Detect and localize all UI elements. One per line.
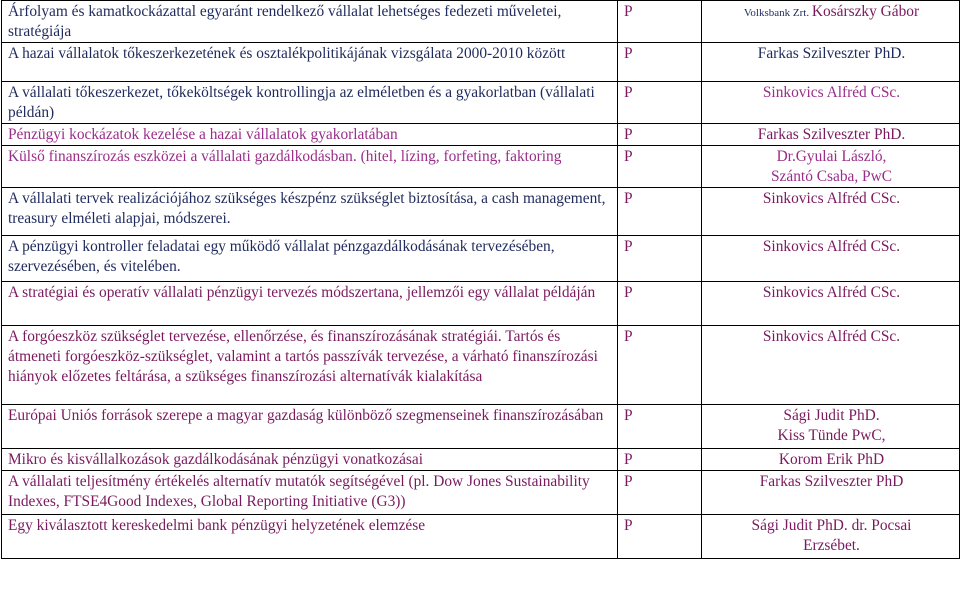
topic-supervisor: Farkas Szilveszter PhD (702, 471, 960, 515)
topic-type: P (618, 124, 702, 146)
supervisor-name: Dr.Gyulai László, (776, 148, 887, 165)
topic-type: P (618, 515, 702, 559)
supervisor-name: Kiss Tünde PwC, (777, 427, 886, 444)
topic-type: P (618, 43, 702, 82)
table-row (2, 146, 960, 188)
topic-title: A forgóeszköz szükséglet tervezése, ellenőrzése, és finanszírozásának stratégiái. Tartós és átmeneti forgóeszköz-szükséglet, valamint a tartós passzívák tervezése, a várható finanszírozási hiányok előzetes feltárása, a szükséges finanszírozási alternatívák kialakítása (2, 326, 618, 405)
topic-supervisor: Sinkovics Alfréd CSc. (702, 236, 960, 282)
topic-supervisor (702, 515, 960, 559)
topic-title: A stratégiai és operatív vállalati pénzügyi tervezés módszertana, jellemzői egy vállalat példáján (2, 282, 618, 326)
topic-type: P (618, 282, 702, 326)
topic-supervisor: Farkas Szilveszter PhD. (702, 43, 960, 82)
supervisor-name: Sági Judit PhD. (783, 407, 880, 424)
topic-supervisor (702, 146, 960, 188)
table-row (2, 82, 960, 124)
topic-title: Mikro és kisvállalkozások gazdálkodásának pénzügyi vonatkozásai (2, 449, 618, 471)
topic-supervisor: Farkas Szilveszter PhD. (702, 124, 960, 146)
supervisor-name: Szántó Csaba, PwC (771, 168, 892, 185)
topic-supervisor: Sinkovics Alfréd CSc. (702, 282, 960, 326)
table-row (2, 515, 960, 559)
topic-supervisor: Sinkovics Alfréd CSc. (702, 326, 960, 405)
topic-title: A vállalati tervek realizációjához szükséges készpénz szükséglet biztosítása, a cash management, treasury elméleti alapjai, módszerei. (2, 188, 618, 236)
table-row (2, 188, 960, 236)
topic-title: Egy kiválasztott kereskedelmi bank pénzügyi helyzetének elemzése (2, 515, 618, 559)
table-row (2, 326, 960, 405)
table-row (2, 282, 960, 326)
topic-title: A pénzügyi kontroller feladatai egy működő vállalat pénzgazdálkodásának tervezésében, szervezésében, és vitelében. (2, 236, 618, 282)
topic-type: P (618, 236, 702, 282)
table-row (2, 471, 960, 515)
table-row (2, 1, 960, 43)
supervisor-name: Kosárszky Gábor (811, 3, 920, 20)
topic-supervisor: Sinkovics Alfréd CSc. (702, 82, 960, 124)
table-row (2, 124, 960, 146)
topic-type: P (618, 1, 702, 43)
topic-supervisor (702, 1, 960, 43)
topic-title: Pénzügyi kockázatok kezelése a hazai vállalatok gyakorlatában (2, 124, 618, 146)
topic-title: A vállalati teljesítmény értékelés alternatív mutatók segítségével (pl. Dow Jones Sustainability Indexes, FTSE4Good Indexes, Global Reporting Initiative (G3)) (2, 471, 618, 515)
topic-title: A hazai vállalatok tőkeszerkezetének és osztalékpolitikájának vizsgálata 2000-2010 között (2, 43, 618, 82)
topic-type: P (618, 449, 702, 471)
supervisor-company: Volksbank Zrt. (743, 7, 812, 19)
topic-supervisor: Sinkovics Alfréd CSc. (702, 188, 960, 236)
supervisor-name: Sági Judit PhD. dr. Pocsai (751, 517, 912, 534)
topic-type: P (618, 82, 702, 124)
topic-title: A vállalati tőkeszerkezet, tőkeköltségek kontrollingja az elméletben és a gyakorlatban (vállalati példán) (2, 82, 618, 124)
thesis-topics-table (1, 0, 960, 559)
topic-title: Külső finanszírozás eszközei a vállalati gazdálkodásban. (hitel, lízing, forfeting, faktoring (2, 146, 618, 188)
supervisor-name: Erzsébet. (803, 537, 860, 554)
topic-title: Árfolyam és kamatkockázattal egyaránt rendelkező vállalat lehetséges fedezeti műveletei, stratégiája (2, 1, 618, 43)
topic-type: P (618, 146, 702, 188)
table-row (2, 405, 960, 449)
topic-type: P (618, 326, 702, 405)
topic-title: Európai Uniós források szerepe a magyar gazdaság különböző szegmenseinek finanszírozásában (2, 405, 618, 449)
table-row (2, 449, 960, 471)
topic-type: P (618, 188, 702, 236)
table-row (2, 236, 960, 282)
topic-type: P (618, 471, 702, 515)
topic-supervisor (702, 405, 960, 449)
table-row (2, 43, 960, 82)
topic-supervisor: Korom Erik PhD (702, 449, 960, 471)
topic-type: P (618, 405, 702, 449)
